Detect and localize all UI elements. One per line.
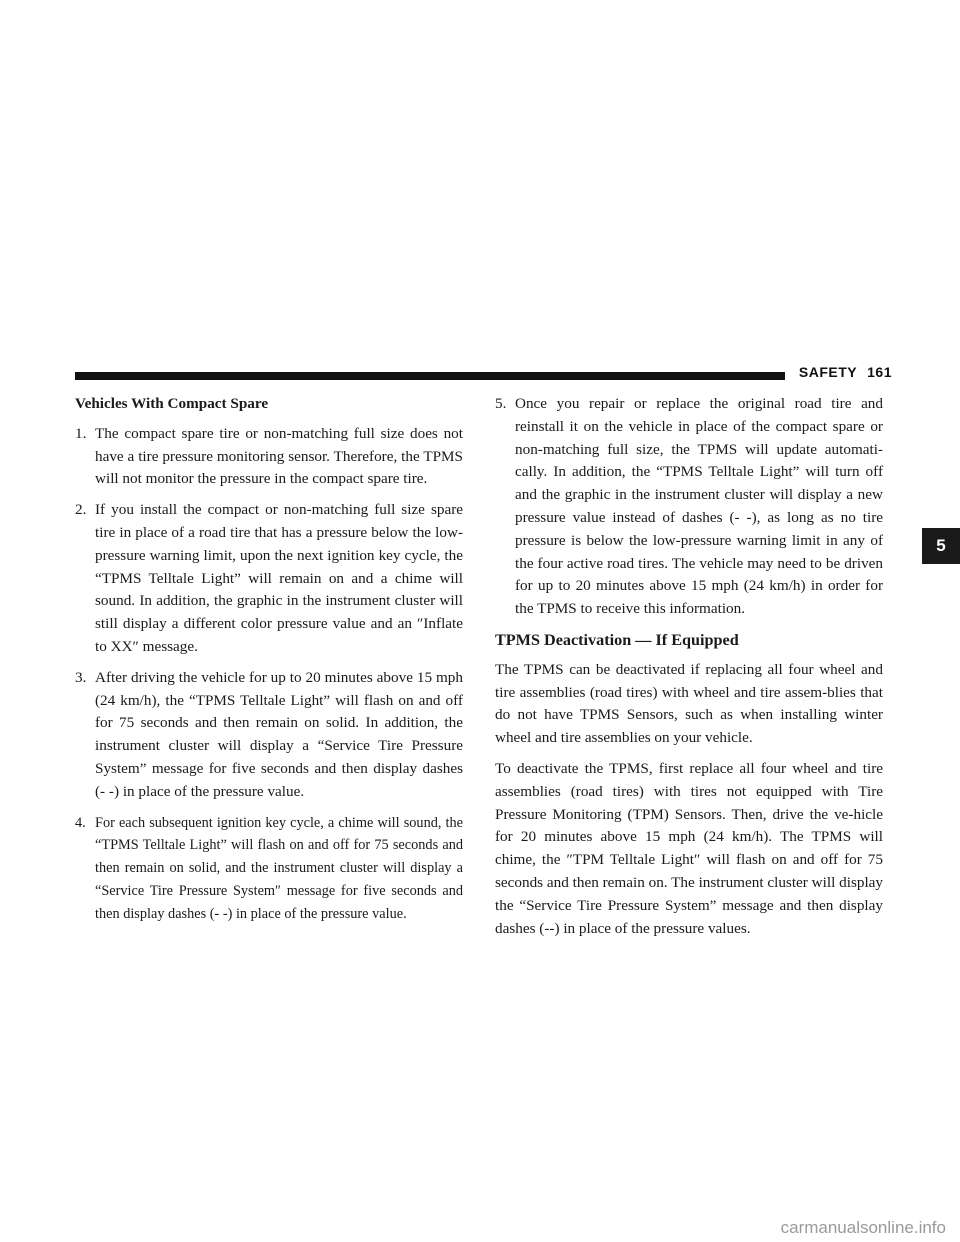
left-column [75,393,463,934]
running-header [799,364,892,380]
list-item-text: Once you repair or replace the original road tire and reinstall it on the vehicle in place of the compact spare or non-matching full size, the TPMS will update automati-cally. In addition, the “TPMS Telltale Light” will turn off and the graphic in the instrument cluster will display a new pressure value instead of dashes (- -), as long as no tire pressure is below the low-pressure warning limit in any of the four active road tires. The vehicle may need to be driven for up to 20 minutes above 15 mph (24 km/h) in order for the TPMS to receive this information. [515,395,883,618]
list-item-text: If you install the compact or non-matching full size spare tire in place of a road tire that has a pressure below the low-pressure warning limit, upon the next ignition key cycle, the “TPMS Telltale Light” will remain on and a chime will sound. In addition, the graphic in the instrument cluster will still display a different color pressure value and an ″Inflate to XX″ message. [95,501,463,655]
section-title: SAFETY [798,364,858,380]
list-item-text: For each subsequent ignition key cycle, a chime will sound, the “TPMS Telltale Light” will flash on and off for 75 seconds and then remain on solid, and the instrument cluster will display a “Service Tire Pressure System″ message for five seconds and then display dashes (- -) in place of the pressure value. [95,814,463,922]
paragraph: The TPMS can be deactivated if replacing all four wheel and tire assemblies (road tires) with wheel and tire assem-blies that do not have TPMS Sensors, such as when installing winter wheel and tire assemblies on your vehicle. [495,660,883,747]
list-item [75,499,463,659]
list-item-text: The compact spare tire or non-matching full size does not have a tire pressure monitoring sensor. Therefore, the TPMS will not monitor the pressure in the compact spare tire. [95,424,463,488]
steps-list [75,423,463,926]
section-heading-tpms-deactivation: TPMS Deactivation — If Equipped [495,630,739,649]
subheading-compact-spare: Vehicles With Compact Spare [75,395,269,412]
list-item [75,812,463,926]
paragraph: To deactivate the TPMS, first replace all four wheel and tire assemblies (road tires) with tires not equipped with Tire Pressure Monitoring (TPM) Sensors. Then, drive the ve-hicle for 20 minutes above 15 mph (24 km/h). The TPMS will chime, the ″TPM Telltale Light″ will flash on and off for 75 seconds and then remain on. The instrument cluster will display the “Service Tire Pressure System” message and then display dashes (--) in place of the pressure values. [495,759,883,937]
list-item [75,667,463,804]
list-item [495,393,883,621]
list-item-text: After driving the vehicle for up to 20 minutes above 15 mph (24 km/h), the “TPMS Telltale Light” will flash on and off for 75 seconds and then remain on solid. In addition, the instrument cluster will display a “Service Tire Pressure System” message for five seconds and then display dashes (- -) in place of the pressure value. [95,668,463,800]
watermark-text: carmanualsonline.info [780,1218,946,1237]
list-item-number: 2. [75,501,87,519]
list-item-number: 3. [75,668,87,686]
list-item-number: 5. [495,395,507,412]
steps-list-continued [495,393,883,621]
list-item-number: 4. [75,814,86,831]
chapter-tab: 5 [922,528,960,564]
header-rule [75,372,785,380]
page-number: 161 [867,364,892,380]
list-item [75,423,463,491]
right-column [495,393,883,948]
list-item-number: 1. [75,424,87,442]
